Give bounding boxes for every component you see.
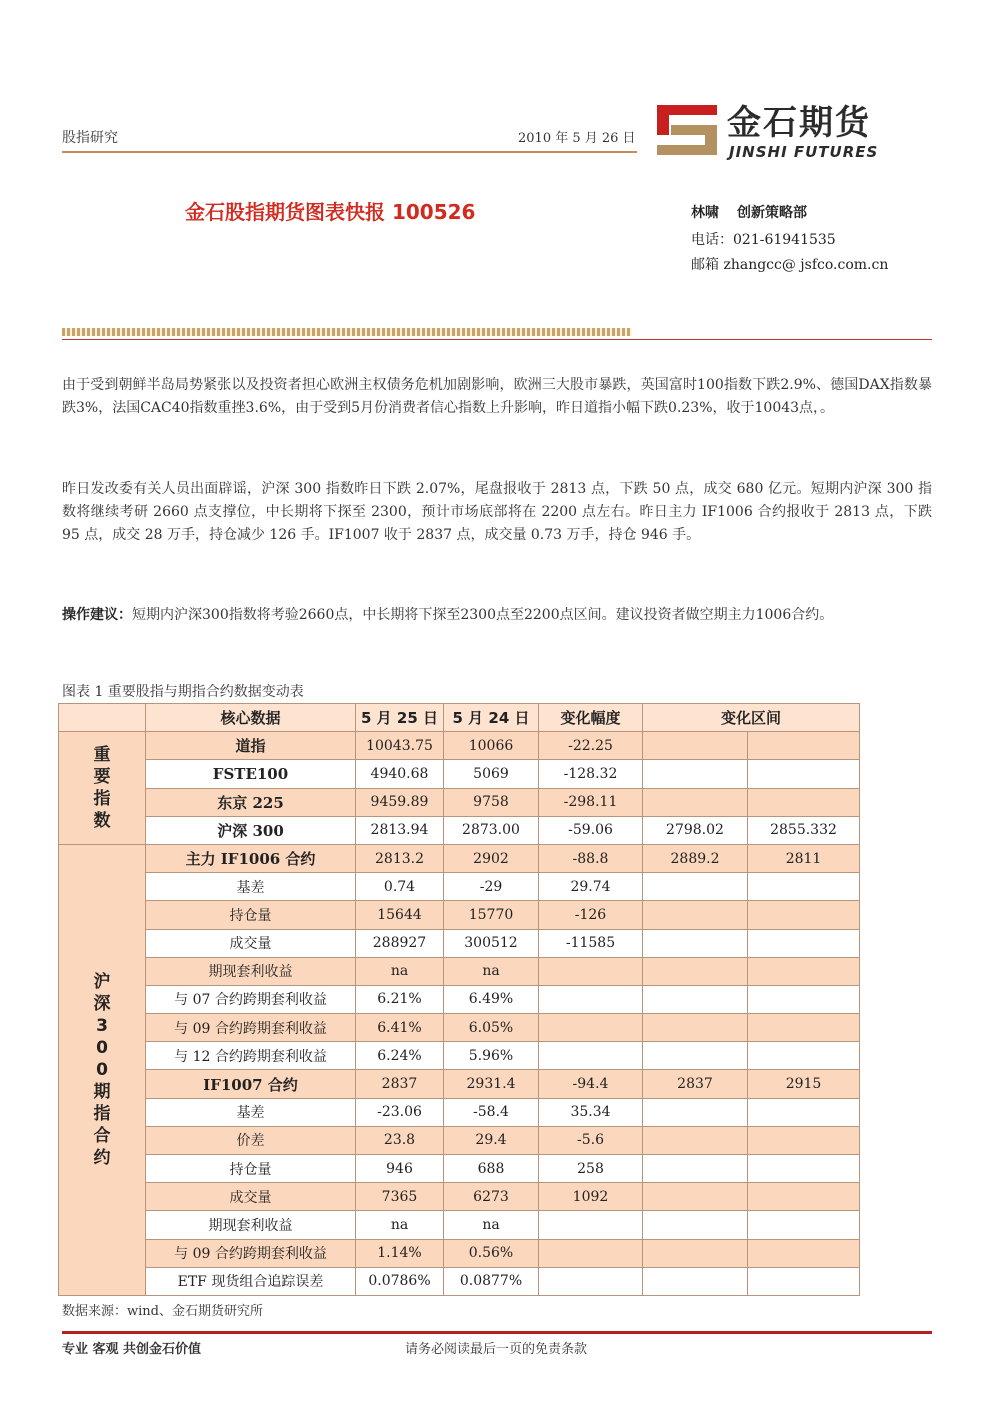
table-cell [643, 1098, 748, 1126]
table-cell: 9758 [444, 788, 539, 816]
table-cell: 258 [539, 1155, 643, 1183]
table-row [59, 1267, 860, 1295]
table-cell [643, 1126, 748, 1154]
table-header-blank [59, 704, 146, 732]
report-date: 2010 年 5 月 26 日 [518, 131, 636, 146]
table-row [59, 732, 860, 760]
table-cell: 0.74 [356, 873, 444, 901]
row-label: 成交量 [146, 929, 356, 957]
row-label: 期现套利收益 [146, 957, 356, 985]
table-cell: 15770 [444, 901, 539, 929]
table-cell: 688 [444, 1155, 539, 1183]
table-cell [643, 1014, 748, 1042]
row-label: 与 09 合约跨期套利收益 [146, 1239, 356, 1267]
logo-english-text: JINSHI FUTURES [729, 143, 879, 161]
company-logo [657, 103, 897, 165]
table-cell [748, 1098, 860, 1126]
title-rule [62, 339, 932, 340]
table-cell: 2798.02 [643, 816, 748, 844]
paragraph-index: 昨日发改委有关人员出面辟谣，沪深 300 指数昨日下跌 2.07%，尾盘报收于 2813 点，下跌 50 点，成交 680 亿元。短期内沪深 300 指数将继续考研 2660 点支撑位，中长期将下探至 2300，预计市场底部将在 2200 点左右。昨日主力 IF1006 合约报收于 2813 点，下跌 95 点，成交 28 万手，持仓减少 126 手。IF1007 收于 2837 点，成交量 0.73 万手，持仓 946 手。 [62, 481, 932, 543]
table-cell [748, 788, 860, 816]
table-cell [539, 1042, 643, 1070]
table-cell: 10066 [444, 732, 539, 760]
table-cell: 2889.2 [643, 844, 748, 872]
data-table [58, 703, 860, 1296]
table-cell [643, 873, 748, 901]
table-cell [748, 1042, 860, 1070]
table-cell: 0.0786% [356, 1267, 444, 1295]
advice-label: 操作建议： [62, 607, 132, 623]
table-cell: 0.0877% [444, 1267, 539, 1295]
table-row [59, 1183, 860, 1211]
table-header-row [59, 704, 860, 732]
table-cell: 23.8 [356, 1126, 444, 1154]
table-cell: -126 [539, 901, 643, 929]
table-cell [643, 788, 748, 816]
group-label-futures [59, 844, 146, 1295]
table-cell: 2811 [748, 844, 860, 872]
table-cell: -298.11 [539, 788, 643, 816]
footer-disclaimer: 请务必阅读最后一页的免责条款 [405, 1342, 588, 1357]
author-phone: 电话：021-61941535 [691, 232, 836, 248]
paragraph-market: 由于受到朝鲜半岛局势紧张以及投资者担心欧洲主权债务危机加剧影响，欧洲三大股市暴跌，英国富时100指数下跌2.9%、德国DAX指数暴跌3%，法国CAC40指数重挫3.6%，由于受到5月份消费者信心指数上升影响，昨日道指小幅下跌0.23%，收于10043点，。 [62, 377, 932, 416]
table-cell: 29.4 [444, 1126, 539, 1154]
table-cell [748, 1126, 860, 1154]
table-row [59, 929, 860, 957]
table-cell: 946 [356, 1155, 444, 1183]
row-label: 东京 225 [146, 788, 356, 816]
row-label: IF1007 合约 [146, 1070, 356, 1098]
table-cell: na [356, 957, 444, 985]
table-cell: 2813.2 [356, 844, 444, 872]
table-cell [748, 1014, 860, 1042]
table-header: 变化区间 [643, 704, 860, 732]
row-label: 与 09 合约跨期套利收益 [146, 1014, 356, 1042]
table-cell: 15644 [356, 901, 444, 929]
table-cell [643, 1042, 748, 1070]
table-row [59, 1070, 860, 1098]
logo-mark-icon [657, 103, 721, 159]
table-cell: 6.05% [444, 1014, 539, 1042]
table-cell [539, 985, 643, 1013]
table-cell: 6.24% [356, 1042, 444, 1070]
table-cell: 2931.4 [444, 1070, 539, 1098]
author-email: 邮箱 zhangcc@ jsfco.com.cn [691, 257, 889, 273]
table-cell: 2837 [356, 1070, 444, 1098]
table-cell: 6.21% [356, 985, 444, 1013]
table-row [59, 1126, 860, 1154]
paragraph-advice [62, 604, 932, 627]
table-header: 5 月 25 日 [356, 704, 444, 732]
table-row [59, 844, 860, 872]
table-cell [643, 1267, 748, 1295]
table-cell [748, 760, 860, 788]
table-cell: 2873.00 [444, 816, 539, 844]
table-cell: 300512 [444, 929, 539, 957]
table-cell [748, 732, 860, 760]
table-cell: -22.25 [539, 732, 643, 760]
report-title: 金石股指期货图表快报 100526 [185, 200, 476, 224]
table-cell [643, 1211, 748, 1239]
table-cell: 6.41% [356, 1014, 444, 1042]
table-cell [748, 1239, 860, 1267]
row-label: 持仓量 [146, 1155, 356, 1183]
table-cell: 5.96% [444, 1042, 539, 1070]
table-row [59, 1098, 860, 1126]
row-label: 价差 [146, 1126, 356, 1154]
table-cell: 10043.75 [356, 732, 444, 760]
table-cell: 35.34 [539, 1098, 643, 1126]
row-label: 成交量 [146, 1183, 356, 1211]
row-label: 基差 [146, 873, 356, 901]
table-cell: -29 [444, 873, 539, 901]
table-cell: 4940.68 [356, 760, 444, 788]
table-cell [539, 957, 643, 985]
table-cell: -11585 [539, 929, 643, 957]
group-label-indices [59, 732, 146, 845]
advice-text: 短期内沪深300指数将考验2660点，中长期将下探至2300点至2200点区间。建议投资者做空期主力1006合约。 [132, 607, 834, 623]
table-row [59, 901, 860, 929]
table-header: 5 月 24 日 [444, 704, 539, 732]
table-cell [643, 929, 748, 957]
row-label: 与 12 合约跨期套利收益 [146, 1042, 356, 1070]
author-line [691, 202, 807, 222]
table-row [59, 788, 860, 816]
table-cell [643, 732, 748, 760]
table-cell [643, 1183, 748, 1211]
table-cell [748, 985, 860, 1013]
table-row [59, 957, 860, 985]
table-cell: -88.8 [539, 844, 643, 872]
table-cell: na [356, 1211, 444, 1239]
table-cell: -59.06 [539, 816, 643, 844]
author-name: 林啸 [691, 205, 719, 221]
author-dept: 创新策略部 [737, 205, 807, 221]
decorative-bar [62, 328, 632, 336]
table-cell [643, 1239, 748, 1267]
table-cell: 7365 [356, 1183, 444, 1211]
table-cell: 6.49% [444, 985, 539, 1013]
data-source: 数据来源：wind、金石期货研究所 [62, 1304, 263, 1319]
table-row [59, 873, 860, 901]
table-cell [539, 1014, 643, 1042]
table-cell: -5.6 [539, 1126, 643, 1154]
table-cell: -128.32 [539, 760, 643, 788]
row-label: FSTE100 [146, 760, 356, 788]
figure-caption: 图表 1 重要股指与期指合约数据变动表 [62, 684, 304, 700]
table-cell [643, 760, 748, 788]
table-row [59, 816, 860, 844]
table-cell: -23.06 [356, 1098, 444, 1126]
table-cell [643, 957, 748, 985]
table-header: 核心数据 [146, 704, 356, 732]
table-cell [748, 929, 860, 957]
table-cell: -94.4 [539, 1070, 643, 1098]
table-cell: 2902 [444, 844, 539, 872]
table-cell: 6273 [444, 1183, 539, 1211]
footer-rule [62, 1331, 932, 1334]
table-cell: na [444, 957, 539, 985]
header-rule [62, 151, 637, 153]
row-label: 持仓量 [146, 901, 356, 929]
table-cell: 29.74 [539, 873, 643, 901]
table-cell [748, 901, 860, 929]
table-cell [748, 1211, 860, 1239]
table-cell: 5069 [444, 760, 539, 788]
logo-chinese-text: 金石期货 [727, 103, 871, 143]
table-cell [643, 985, 748, 1013]
row-label: 沪深 300 [146, 816, 356, 844]
table-cell: -58.4 [444, 1098, 539, 1126]
row-label: 主力 IF1006 合约 [146, 844, 356, 872]
table-cell: 2915 [748, 1070, 860, 1098]
group-label-text: 沪深300期指合约 [93, 971, 111, 1168]
table-row [59, 1155, 860, 1183]
footer-slogan: 专业 客观 共创金石价值 [62, 1342, 202, 1357]
table-cell: 2855.332 [748, 816, 860, 844]
table-cell [748, 1267, 860, 1295]
table-cell [748, 1183, 860, 1211]
table-cell [539, 1267, 643, 1295]
table-row [59, 1042, 860, 1070]
table-cell: na [444, 1211, 539, 1239]
table-cell: 288927 [356, 929, 444, 957]
row-label: 与 07 合约跨期套利收益 [146, 985, 356, 1013]
table-cell [748, 873, 860, 901]
row-label: ETF 现货组合追踪误差 [146, 1267, 356, 1295]
table-cell [643, 901, 748, 929]
section-label: 股指研究 [62, 130, 118, 146]
table-cell: 0.56% [444, 1239, 539, 1267]
table-row [59, 760, 860, 788]
table-row [59, 1239, 860, 1267]
table-header: 变化幅度 [539, 704, 643, 732]
table-cell [748, 1155, 860, 1183]
table-row [59, 1211, 860, 1239]
table-row [59, 985, 860, 1013]
table-cell: 2837 [643, 1070, 748, 1098]
table-cell [748, 957, 860, 985]
row-label: 道指 [146, 732, 356, 760]
table-cell: 2813.94 [356, 816, 444, 844]
table-cell [539, 1239, 643, 1267]
table-cell [643, 1155, 748, 1183]
row-label: 期现套利收益 [146, 1211, 356, 1239]
row-label: 基差 [146, 1098, 356, 1126]
table-cell: 1.14% [356, 1239, 444, 1267]
table-cell [539, 1211, 643, 1239]
table-cell: 9459.89 [356, 788, 444, 816]
group-label-text: 重要指数 [93, 745, 111, 832]
table-cell: 1092 [539, 1183, 643, 1211]
table-row [59, 1014, 860, 1042]
